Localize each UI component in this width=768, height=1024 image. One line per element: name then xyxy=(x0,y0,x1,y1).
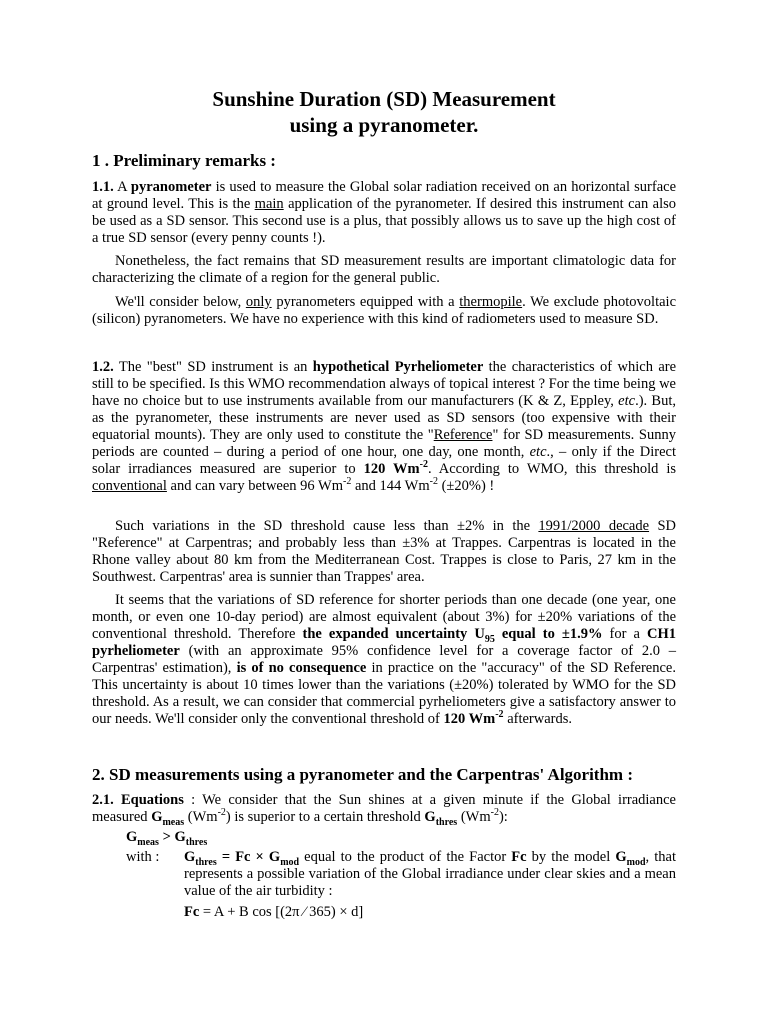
title-line-1: Sunshine Duration (SD) Measurement xyxy=(212,87,556,111)
equation-fc: Fc = A + B cos [(2π ⁄ 365) × d] xyxy=(184,904,364,920)
paragraph-1-1-c: We'll consider below, only pyranometers equipped with a thermopile. We exclude photovoltaic (silicon) pyranometers. We have no experience with this kind of radiometers used to measure SD. xyxy=(92,294,677,327)
equation-threshold-condition: $G_{meas} > G_{thres}$ xyxy=(126,829,208,848)
section-2-heading: 2. SD measurements using a pyranometer and the Carpentras' Algorithm : xyxy=(92,765,633,784)
threshold-definition-text: $G_{thres} = Fc \times G_{mod}$ equal to the product of the Factor Fc by the model $G_{mod}$, that represents a possible variation of the Global irradiance under clear skies and a mean value of the air turbidity : xyxy=(184,849,676,899)
paragraph-1-2-b: Such variations in the SD threshold cause less than ±2% in the 1991/2000 decade SD "Reference" at Carpentras; and probably less than ±3% at Trappes. Carpentras is located in the Rhone valley about 80 km from the Mediterranean Cost. Trappes is close to Paris, 27 km in the Southwest. Carpentras' area is sunnier than Trappes' area. xyxy=(92,518,676,585)
paragraph-1-1-b: Nonetheless, the fact remains that SD measurement results are important climatologic data for characterizing the climate of a region for the general public. xyxy=(92,253,676,286)
with-label: with : xyxy=(126,849,160,865)
paragraph-1-1: 1.1. A pyranometer is used to measure the Global solar radiation received on an horizontal surface at ground level. This is the main application of the pyranometer. If desired this instrument can also be used as a SD sensor. This second use is a plus, that possibly allows us to save up the high cost of a true SD sensor (every penny counts !). xyxy=(92,179,677,246)
title-line-2: using a pyranometer. xyxy=(289,113,479,137)
paragraph-1-2: 1.2. The "best" SD instrument is an hypothetical Pyrheliometer the characteristics of which are still to be specified. Is this WMO recommendation always of topical interest ? For the time being we have no choice but to use instruments available from our manufacturers (K & Z, Eppley, etc.). But, as the pyranometer, these instruments are never used as SD sensors (too expensive with their equatorial mounts). They are only used to constitute the "Reference" for SD measurements. Sunny periods are counted – during a period of one hour, one day, one month, etc., – only if the Direct solar irradiances measured are superior to 120 $Wm^{-2}$. According to WMO, this threshold is conventional and can vary between 96 $Wm^{-2}$ and 144 $Wm^{-2}$ (±20%) ! xyxy=(92,359,677,494)
paragraph-2-1: 2.1. Equations : We consider that the Sun shines at a given minute if the Global irradiance measured $G_{meas}$ $(Wm^{-2})$ is superior to a certain threshold $G_{thres}$ $(Wm^{-2})$: xyxy=(92,792,676,828)
section-1-heading: 1 . Preliminary remarks : xyxy=(92,151,276,170)
document-title xyxy=(0,86,768,138)
paragraph-1-2-c: It seems that the variations of SD reference for shorter periods than one decade (one year, one month, or even one 10-day period) are almost equivalent (about 3%) for ±20% variations of the conventional threshold. Therefore the expanded uncertainty $U_{95}$ equal to ±1.9% for a CH1 pyrheliometer (with an approximate 95% confidence level for a coverage factor of 2.0 – Carpentras' estimation), is of no consequence in practice on the "accuracy" of the SD Reference. This uncertainty is about 10 times lower than the variations (±20%) tolerated by WMO for the SD threshold. As a result, we can consider that commercial pyrheliometers give a satisfactory answer to our needs. We'll consider only the conventional threshold of 120 $Wm^{-2}$ afterwards. xyxy=(92,592,676,727)
